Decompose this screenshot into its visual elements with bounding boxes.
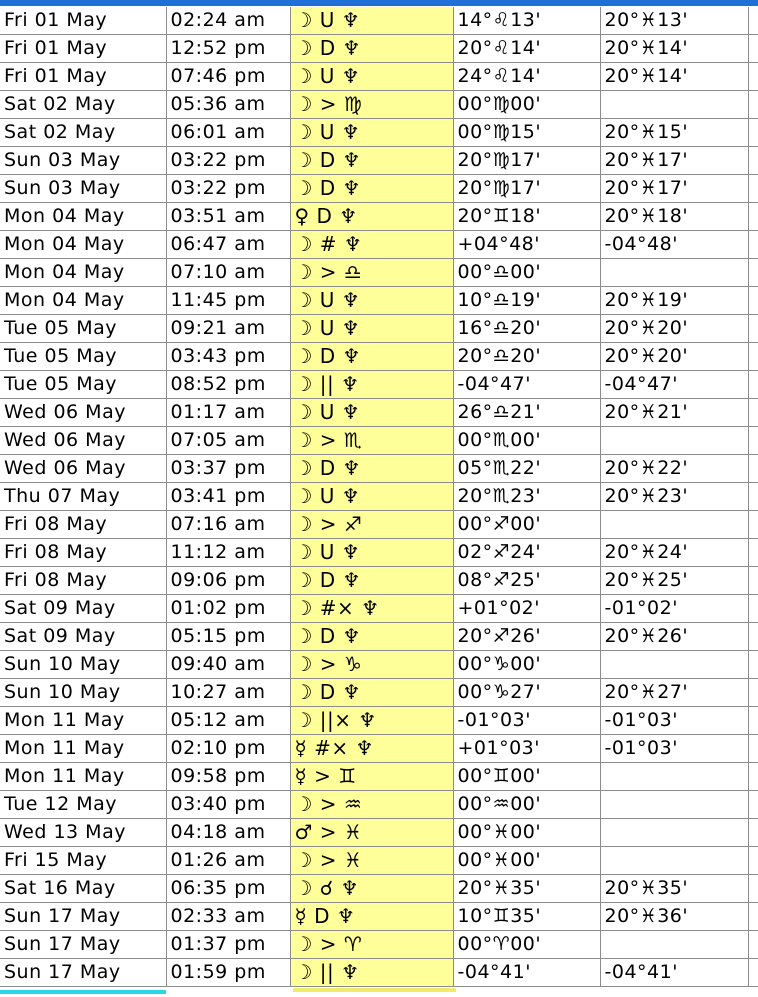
position-1-cell: 16°♎20' [453,315,600,343]
date-cell: Sun 03 May [0,147,166,175]
position-1-cell: 20°♌14' [453,35,600,63]
date-cell: Fri 01 May [0,63,166,91]
filler-cell [748,483,758,511]
table-row[interactable] [0,623,758,651]
position-2-cell: 20°♓25' [600,567,748,595]
date-cell: Fri 15 May [0,847,166,875]
position-1-cell: 00°♐00' [453,511,600,539]
position-2-cell [600,847,748,875]
aspect-cell: ☽ U ♆ [290,483,453,511]
filler-cell [748,875,758,903]
position-2-cell: 20°♓14' [600,63,748,91]
position-1-cell: 00°♈00' [453,931,600,959]
table-row[interactable] [0,539,758,567]
time-cell: 03:22 pm [166,175,290,203]
table-row[interactable] [0,35,758,63]
position-2-cell: 20°♓17' [600,175,748,203]
position-2-cell [600,763,748,791]
table-row[interactable] [0,343,758,371]
position-2-cell: 20°♓36' [600,903,748,931]
table-row[interactable] [0,483,758,511]
table-row[interactable] [0,7,758,35]
position-2-cell: -01°02' [600,595,748,623]
table-row[interactable] [0,595,758,623]
position-2-cell: 20°♓20' [600,343,748,371]
aspect-cell: ☽ ||× ♆ [290,707,453,735]
time-cell: 05:36 am [166,91,290,119]
position-2-cell [600,91,748,119]
filler-cell [748,119,758,147]
date-cell: Fri 01 May [0,7,166,35]
date-cell: Sat 09 May [0,623,166,651]
date-cell: Sun 17 May [0,959,166,987]
filler-cell [748,763,758,791]
date-cell: Tue 05 May [0,371,166,399]
time-cell: 12:52 pm [166,35,290,63]
table-row[interactable] [0,315,758,343]
position-1-cell: 24°♌14' [453,63,600,91]
time-cell: 09:40 am [166,651,290,679]
filler-cell [748,7,758,35]
time-cell: 06:35 pm [166,875,290,903]
position-1-cell: 20°♍17' [453,175,600,203]
filler-cell [748,959,758,987]
position-2-cell: 20°♓13' [600,7,748,35]
position-2-cell: 20°♓20' [600,315,748,343]
date-cell: Sun 17 May [0,931,166,959]
aspect-cell: ☿ #× ♆ [290,735,453,763]
time-cell: 02:24 am [166,7,290,35]
filler-cell [748,231,758,259]
filler-cell [748,567,758,595]
position-2-cell: -04°48' [600,231,748,259]
position-1-cell: 00°♓00' [453,819,600,847]
position-1-cell: 10°♎19' [453,287,600,315]
aspect-cell: ♂ > ♓ [290,819,453,847]
table-row[interactable] [0,91,758,119]
date-cell: Sat 02 May [0,91,166,119]
position-2-cell [600,511,748,539]
filler-cell [748,623,758,651]
table-row[interactable] [0,455,758,483]
filler-cell [748,63,758,91]
position-2-cell: 20°♓35' [600,875,748,903]
position-1-cell: 26°♎21' [453,399,600,427]
time-cell: 07:46 pm [166,63,290,91]
filler-cell [748,791,758,819]
aspect-cell: ☽ D ♆ [290,175,453,203]
aspect-cell: ☿ D ♆ [290,903,453,931]
time-cell: 03:40 pm [166,791,290,819]
position-1-cell: -04°47' [453,371,600,399]
filler-cell [748,287,758,315]
filler-cell [748,679,758,707]
position-2-cell [600,427,748,455]
date-cell: Wed 06 May [0,455,166,483]
position-1-cell: +01°03' [453,735,600,763]
position-1-cell: 20°♐26' [453,623,600,651]
filler-cell [748,399,758,427]
position-1-cell: 02°♐24' [453,539,600,567]
date-cell: Fri 01 May [0,35,166,63]
filler-cell [748,903,758,931]
aspect-table-body [0,7,758,987]
filler-cell [748,651,758,679]
date-cell: Mon 04 May [0,259,166,287]
date-cell: Wed 06 May [0,427,166,455]
date-cell: Sat 09 May [0,595,166,623]
aspect-cell: ☽ # ♆ [290,231,453,259]
time-cell: 04:18 am [166,819,290,847]
time-cell: 02:10 pm [166,735,290,763]
table-row[interactable] [0,679,758,707]
aspect-cell: ☽ > ♎ [290,259,453,287]
aspect-cell: ☽ #× ♆ [290,595,453,623]
aspect-cell: ☽ > ♏ [290,427,453,455]
date-cell: Mon 11 May [0,707,166,735]
time-cell: 03:41 pm [166,483,290,511]
aspect-cell: ☽ D ♆ [290,679,453,707]
table-row[interactable] [0,651,758,679]
position-2-cell: 20°♓15' [600,119,748,147]
position-2-cell: -01°03' [600,707,748,735]
aspect-cell: ☽ D ♆ [290,455,453,483]
aspect-cell: ☽ U ♆ [290,315,453,343]
position-1-cell: 00°♑27' [453,679,600,707]
time-cell: 01:17 am [166,399,290,427]
time-cell: 11:12 am [166,539,290,567]
time-cell: 01:02 pm [166,595,290,623]
time-cell: 05:15 pm [166,623,290,651]
table-row[interactable] [0,819,758,847]
date-cell: Mon 04 May [0,203,166,231]
position-2-cell: -01°03' [600,735,748,763]
aspect-cell: ☿ > ♊ [290,763,453,791]
time-cell: 01:59 pm [166,959,290,987]
aspect-cell: ☽ > ♍ [290,91,453,119]
date-cell: Thu 07 May [0,483,166,511]
time-cell: 01:26 am [166,847,290,875]
position-2-cell: 20°♓23' [600,483,748,511]
position-2-cell: 20°♓26' [600,623,748,651]
position-2-cell: 20°♓22' [600,455,748,483]
filler-cell [748,735,758,763]
filler-cell [748,427,758,455]
position-1-cell: +01°02' [453,595,600,623]
position-1-cell: 00°♊00' [453,763,600,791]
position-1-cell: 00°♓00' [453,847,600,875]
position-2-cell: 20°♓19' [600,287,748,315]
aspect-cell: ☽ > ♐ [290,511,453,539]
position-2-cell: 20°♓27' [600,679,748,707]
time-cell: 10:27 am [166,679,290,707]
filler-cell [748,707,758,735]
position-1-cell: 05°♏22' [453,455,600,483]
filler-cell [748,847,758,875]
position-1-cell: 20°♏23' [453,483,600,511]
position-1-cell: 20°♊18' [453,203,600,231]
filler-cell [748,203,758,231]
aspect-cell: ☽ U ♆ [290,63,453,91]
table-row[interactable] [0,791,758,819]
filler-cell [748,175,758,203]
aspect-cell: ☽ > ♒ [290,791,453,819]
table-row[interactable] [0,63,758,91]
time-cell: 09:21 am [166,315,290,343]
filler-cell [748,315,758,343]
aspect-cell: ☽ > ♈ [290,931,453,959]
position-1-cell: +04°48' [453,231,600,259]
aspect-cell: ☽ U ♆ [290,7,453,35]
selection-indicator [0,990,166,994]
filler-cell [748,511,758,539]
position-2-cell [600,651,748,679]
date-cell: Sat 16 May [0,875,166,903]
position-1-cell: 20°♍17' [453,147,600,175]
time-cell: 01:37 pm [166,931,290,959]
time-cell: 06:47 am [166,231,290,259]
date-cell: Mon 04 May [0,231,166,259]
filler-cell [748,595,758,623]
table-row[interactable] [0,875,758,903]
time-cell: 08:52 pm [166,371,290,399]
aspect-cell: ☽ D ♆ [290,343,453,371]
footer-bar [0,988,758,997]
aspect-cell: ☽ U ♆ [290,399,453,427]
table-row[interactable] [0,231,758,259]
table-row[interactable] [0,259,758,287]
date-cell: Sat 02 May [0,119,166,147]
date-cell: Sun 10 May [0,679,166,707]
position-2-cell: 20°♓14' [600,35,748,63]
date-cell: Mon 11 May [0,763,166,791]
position-2-cell: 20°♓24' [600,539,748,567]
filler-cell [748,343,758,371]
time-cell: 03:22 pm [166,147,290,175]
time-cell: 07:16 am [166,511,290,539]
time-cell: 09:06 pm [166,567,290,595]
position-1-cell: 00°♎00' [453,259,600,287]
aspect-cell: ☽ D ♆ [290,567,453,595]
aspect-cell: ☽ D ♆ [290,623,453,651]
table-row[interactable] [0,707,758,735]
header-bar [0,0,758,6]
position-1-cell: 10°♊35' [453,903,600,931]
aspect-cell: ☽ > ♓ [290,847,453,875]
table-row[interactable] [0,735,758,763]
time-cell: 11:45 pm [166,287,290,315]
time-cell: 03:51 am [166,203,290,231]
date-cell: Tue 05 May [0,315,166,343]
time-cell: 07:05 am [166,427,290,455]
position-1-cell: 00°♏00' [453,427,600,455]
position-1-cell: 00°♒00' [453,791,600,819]
position-1-cell: 20°♓35' [453,875,600,903]
date-cell: Sun 10 May [0,651,166,679]
position-2-cell [600,819,748,847]
aspect-cell: ☽ > ♑ [290,651,453,679]
filler-cell [748,35,758,63]
table-row[interactable] [0,371,758,399]
table-row[interactable] [0,847,758,875]
filler-cell [748,91,758,119]
aspect-cell: ♀ D ♆ [290,203,453,231]
aspect-cell: ☽ U ♆ [290,539,453,567]
aspect-cell: ☽ || ♆ [290,959,453,987]
table-row[interactable] [0,567,758,595]
time-cell: 07:10 am [166,259,290,287]
aspect-cell: ☽ U ♆ [290,119,453,147]
date-cell: Sun 03 May [0,175,166,203]
date-cell: Mon 04 May [0,287,166,315]
aspect-column-indicator [293,988,456,992]
table-row[interactable] [0,959,758,987]
date-cell: Mon 11 May [0,735,166,763]
position-1-cell: -01°03' [453,707,600,735]
position-1-cell: 00°♑00' [453,651,600,679]
position-2-cell: 20°♓18' [600,203,748,231]
aspect-cell: ☽ || ♆ [290,371,453,399]
position-2-cell [600,259,748,287]
table-row[interactable] [0,175,758,203]
date-cell: Tue 12 May [0,791,166,819]
position-2-cell: -04°41' [600,959,748,987]
table-row[interactable] [0,119,758,147]
date-cell: Wed 06 May [0,399,166,427]
filler-cell [748,539,758,567]
aspect-table [0,7,758,987]
position-1-cell: 08°♐25' [453,567,600,595]
table-row[interactable] [0,931,758,959]
table-row[interactable] [0,147,758,175]
position-2-cell: 20°♓17' [600,147,748,175]
date-cell: Fri 08 May [0,567,166,595]
position-1-cell: 00°♍00' [453,91,600,119]
position-1-cell: -04°41' [453,959,600,987]
time-cell: 06:01 am [166,119,290,147]
time-cell: 05:12 am [166,707,290,735]
date-cell: Wed 13 May [0,819,166,847]
date-cell: Fri 08 May [0,511,166,539]
position-1-cell: 14°♌13' [453,7,600,35]
date-cell: Tue 05 May [0,343,166,371]
table-row[interactable] [0,203,758,231]
table-row[interactable] [0,427,758,455]
position-2-cell [600,791,748,819]
time-cell: 03:37 pm [166,455,290,483]
position-1-cell: 00°♍15' [453,119,600,147]
filler-cell [748,147,758,175]
position-1-cell: 20°♎20' [453,343,600,371]
table-row[interactable] [0,287,758,315]
date-cell: Fri 08 May [0,539,166,567]
aspect-cell: ☽ D ♆ [290,35,453,63]
time-cell: 02:33 am [166,903,290,931]
position-2-cell: 20°♓21' [600,399,748,427]
aspect-cell: ☽ U ♆ [290,287,453,315]
filler-cell [748,455,758,483]
table-row[interactable] [0,763,758,791]
filler-cell [748,819,758,847]
date-cell: Sun 17 May [0,903,166,931]
table-row[interactable] [0,903,758,931]
time-cell: 09:58 pm [166,763,290,791]
time-cell: 03:43 pm [166,343,290,371]
table-row[interactable] [0,399,758,427]
table-row[interactable] [0,511,758,539]
filler-cell [748,931,758,959]
aspect-cell: ☽ D ♆ [290,147,453,175]
aspect-cell: ☽ ☌ ♆ [290,875,453,903]
position-2-cell: -04°47' [600,371,748,399]
filler-cell [748,371,758,399]
position-2-cell [600,931,748,959]
filler-cell [748,259,758,287]
